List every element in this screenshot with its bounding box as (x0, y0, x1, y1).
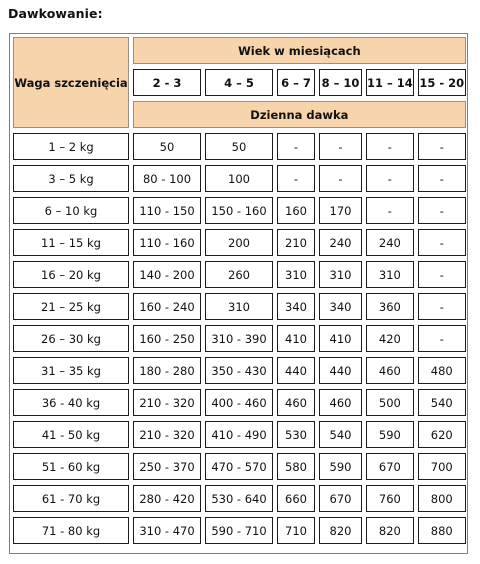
dose-cell: 590 (319, 453, 362, 480)
weight-cell: 21 – 25 kg (13, 293, 129, 320)
dose-cell: 590 - 710 (205, 517, 273, 544)
dose-cell: 210 - 320 (133, 421, 201, 448)
table-row (13, 197, 466, 224)
weight-cell: 51 - 60 kg (13, 453, 129, 480)
weight-cell: 16 – 20 kg (13, 261, 129, 288)
weight-column-header: Waga szczenięcia (13, 37, 129, 128)
dose-cell: 260 (205, 261, 273, 288)
dose-cell: 160 (277, 197, 315, 224)
age-group-cell: 11 – 14 (366, 69, 414, 96)
daily-dose-header: Dzienna dawka (133, 101, 466, 128)
dose-cell: 100 (205, 165, 273, 192)
dose-cell: 460 (319, 389, 362, 416)
dose-cell: 180 - 280 (133, 357, 201, 384)
dose-cell: 660 (277, 485, 315, 512)
dose-cell: 700 (418, 453, 466, 480)
dose-cell: - (366, 165, 414, 192)
table-row (13, 389, 466, 416)
table-row (13, 165, 466, 192)
dose-cell: 580 (277, 453, 315, 480)
weight-cell: 36 - 40 kg (13, 389, 129, 416)
dose-cell: 460 (277, 389, 315, 416)
dose-cell: 820 (366, 517, 414, 544)
dose-cell: 340 (319, 293, 362, 320)
table-row (13, 485, 466, 512)
dose-cell: - (418, 261, 466, 288)
weight-cell: 31 – 35 kg (13, 357, 129, 384)
dose-cell: 670 (319, 485, 362, 512)
dose-cell: 80 - 100 (133, 165, 201, 192)
weight-cell: 1 – 2 kg (13, 133, 129, 160)
dose-cell: - (277, 133, 315, 160)
dose-cell: 530 (277, 421, 315, 448)
weight-cell: 61 - 70 kg (13, 485, 129, 512)
table-row (13, 357, 466, 384)
dose-cell: 250 - 370 (133, 453, 201, 480)
dose-cell: 480 (418, 357, 466, 384)
dose-cell: 310 - 390 (205, 325, 273, 352)
age-group-cell: 2 - 3 (133, 69, 201, 96)
dose-cell: 110 - 160 (133, 229, 201, 256)
weight-cell: 41 - 50 kg (13, 421, 129, 448)
dose-cell: 360 (366, 293, 414, 320)
dose-cell: 540 (418, 389, 466, 416)
dose-cell: 470 - 570 (205, 453, 273, 480)
dose-cell: 420 (366, 325, 414, 352)
dose-cell: 210 (277, 229, 315, 256)
weight-cell: 6 – 10 kg (13, 197, 129, 224)
dose-cell: 400 - 460 (205, 389, 273, 416)
dose-cell: 150 - 160 (205, 197, 273, 224)
dose-cell: 410 (277, 325, 315, 352)
dose-cell: 410 (319, 325, 362, 352)
dose-cell: 310 (366, 261, 414, 288)
table-row (13, 421, 466, 448)
weight-cell: 11 – 15 kg (13, 229, 129, 256)
dose-cell: 170 (319, 197, 362, 224)
dose-cell: 240 (366, 229, 414, 256)
dose-cell: 440 (319, 357, 362, 384)
table-row (13, 453, 466, 480)
age-group-cell: 4 – 5 (205, 69, 273, 96)
dose-cell: - (418, 293, 466, 320)
table-row (13, 325, 466, 352)
dose-cell: 140 - 200 (133, 261, 201, 288)
dose-cell: 670 (366, 453, 414, 480)
dose-cell: - (319, 133, 362, 160)
dose-cell: 50 (205, 133, 273, 160)
dose-cell: - (418, 197, 466, 224)
weight-cell: 3 – 5 kg (13, 165, 129, 192)
dose-cell: 710 (277, 517, 315, 544)
dose-cell: 820 (319, 517, 362, 544)
page-heading: Dawkowanie: (8, 6, 103, 21)
dose-cell: 800 (418, 485, 466, 512)
dose-cell: - (277, 165, 315, 192)
dose-cell: 280 - 420 (133, 485, 201, 512)
dose-cell: 160 - 240 (133, 293, 201, 320)
table-row (13, 261, 466, 288)
dose-cell: 760 (366, 485, 414, 512)
dose-cell: 340 (277, 293, 315, 320)
dose-cell: - (366, 197, 414, 224)
table-row (13, 229, 466, 256)
age-group-header: Wiek w miesiącach (133, 37, 466, 64)
dose-cell: 540 (319, 421, 362, 448)
dose-cell: 200 (205, 229, 273, 256)
dose-cell: 880 (418, 517, 466, 544)
dose-cell: - (418, 165, 466, 192)
weight-cell: 71 - 80 kg (13, 517, 129, 544)
dose-cell: - (418, 325, 466, 352)
dose-cell: 50 (133, 133, 201, 160)
table-row (13, 133, 466, 160)
dose-cell: 310 (319, 261, 362, 288)
dose-cell: 500 (366, 389, 414, 416)
dose-cell: 210 - 320 (133, 389, 201, 416)
dose-cell: 410 - 490 (205, 421, 273, 448)
dose-cell: 310 - 470 (133, 517, 201, 544)
dose-cell: 350 - 430 (205, 357, 273, 384)
dose-cell: 240 (319, 229, 362, 256)
dose-cell: 440 (277, 357, 315, 384)
dose-cell: 160 - 250 (133, 325, 201, 352)
table-row (13, 293, 466, 320)
dose-cell: 620 (418, 421, 466, 448)
weight-cell: 26 – 30 kg (13, 325, 129, 352)
age-group-cell: 8 – 10 (319, 69, 362, 96)
dose-cell: 530 - 640 (205, 485, 273, 512)
table-row (13, 517, 466, 544)
dose-cell: 310 (277, 261, 315, 288)
dose-cell: - (366, 133, 414, 160)
age-group-cell: 15 - 20 (418, 69, 466, 96)
dose-cell: - (319, 165, 362, 192)
header-row-age (13, 37, 466, 64)
dose-cell: 590 (366, 421, 414, 448)
dose-cell: - (418, 133, 466, 160)
dosage-table (9, 32, 470, 549)
dose-cell: - (418, 229, 466, 256)
age-group-cell: 6 – 7 (277, 69, 315, 96)
dose-cell: 310 (205, 293, 273, 320)
dose-cell: 460 (366, 357, 414, 384)
dose-cell: 110 - 150 (133, 197, 201, 224)
